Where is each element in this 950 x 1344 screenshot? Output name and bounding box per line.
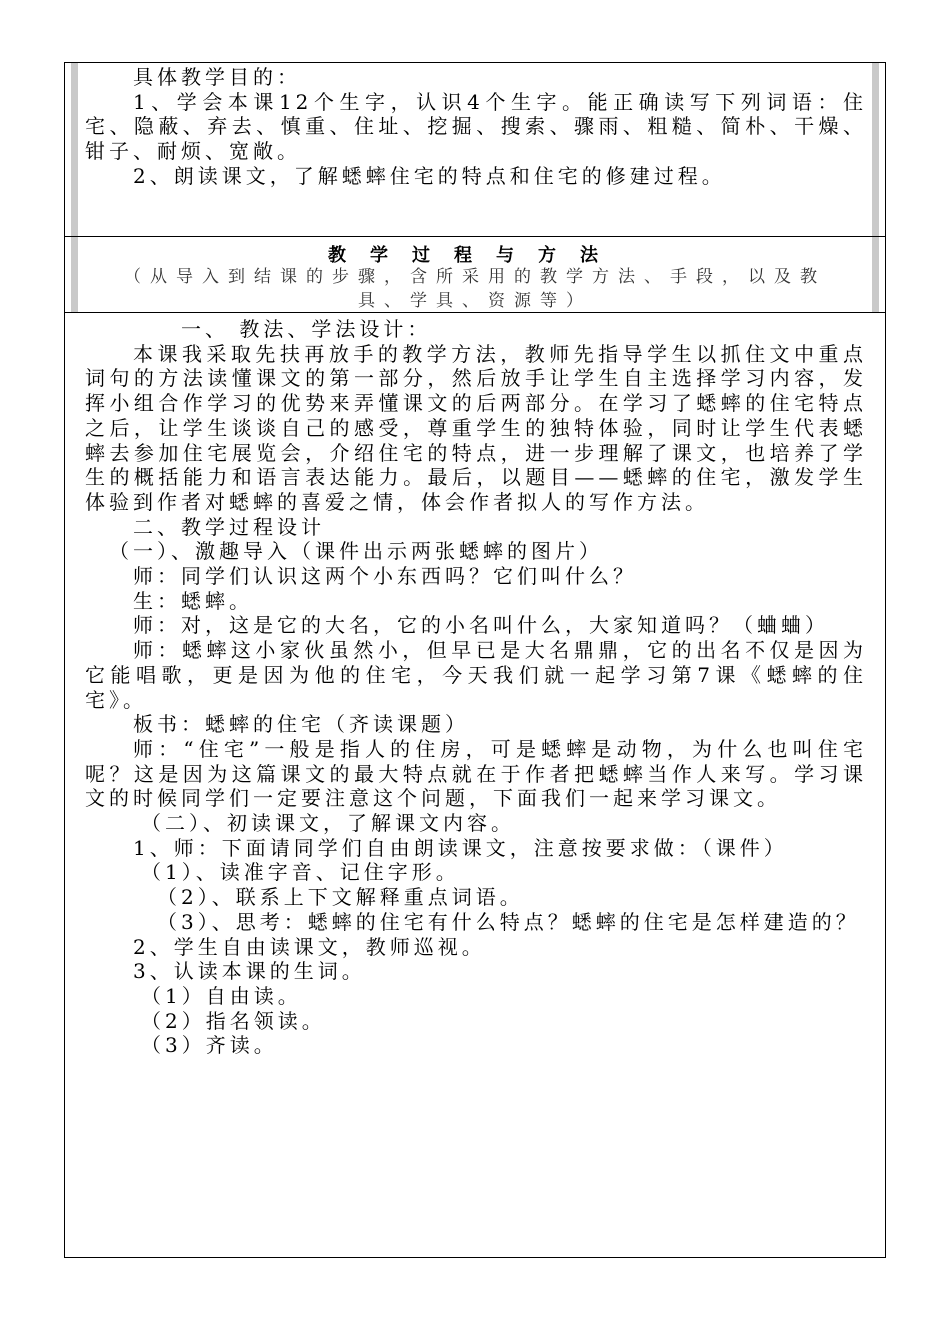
goals-heading: 具体教学目的： — [133, 65, 301, 89]
dialogue-teacher-3: 师：蟋蟀这小家伙虽然小，但早已是大名鼎鼎，它的出名不仅是因为它能唱歌，更是因为他的住宅，今天我们就一起学习第7课《蟋蟀的住宅》。 — [85, 638, 867, 712]
part2-title: （二）、初读课文，了解课文内容。 — [141, 811, 515, 836]
step-3c: （3）齐读。 — [141, 1033, 278, 1058]
step-3b: （2）指名领读。 — [141, 1008, 326, 1033]
step-1b: （2）、联系上下文解释重点词语。 — [157, 885, 524, 910]
goals-text — [85, 65, 867, 189]
cell-shading-left — [71, 63, 78, 236]
board-note: 板书：蟋蟀的住宅（齐读课题） — [133, 712, 469, 737]
step-2: 2、学生自由读课文，教师巡视。 — [133, 934, 486, 959]
step-1a: （1）、读准字音、记住字形。 — [141, 860, 460, 885]
step-3a: （1）自由读。 — [141, 983, 302, 1008]
goals-section — [65, 63, 885, 237]
dialogue-student-1: 生：蟋蟀。 — [133, 588, 253, 613]
step-3: 3、认读本课的生词。 — [133, 959, 366, 984]
section1-text: 本课我采取先扶再放手的教学方法，教师先指导学生以抓住文中重点词句的方法读懂课文的第一部分，然后放手让学生自主选择学习内容，发挥小组合作学习的优势来弄懂课文的后两部分。在学习了蟋蟀的住宅特点之后，让学生谈谈自己的感受，尊重学生的独特体验，同时让学生代表蟋蟀去参加住宅展览会，介绍住宅的特点，进一步理解了课文，也培养了学生的概括能力和语言表达能力。最后，以题目——蟋蟀的住宅，激发学生体验到作者对蟋蟀的喜爱之情，体会作者拟人的写作方法。 — [85, 341, 867, 514]
cell-shading-right — [872, 63, 879, 236]
dialogue-teacher-1: 师：同学们认识这两个小东西吗？它们叫什么？ — [133, 564, 637, 589]
step-1c: （3）、思考：蟋蟀的住宅有什么特点？蟋蟀的住宅是怎样建造的？ — [157, 909, 860, 934]
goal-item-1: 1、学会本课12个生字，认识4个生字。能正确读写下列词语：住宅、隐蔽、弃去、慎重、住址、挖掘、搜索、骤雨、粗糙、简朴、干燥、钳子、耐烦、宽敞。 — [85, 89, 867, 164]
process-body — [85, 317, 867, 1058]
step-1: 1、师：下面请同学们自由朗读课文，注意按要求做：（课件） — [133, 835, 788, 860]
lesson-plan-table — [64, 62, 886, 1258]
process-note: （从导入到结课的步骤，含所采用的教学方法、手段，以及教具、学具、资源等） — [124, 267, 826, 311]
section2-title: 二、教学过程设计 — [133, 514, 325, 539]
process-title: 教学过程与方法 — [328, 245, 622, 266]
dialogue-teacher-2: 师：对，这是它的大名，它的小名叫什么，大家知道吗？（蛐蛐） — [133, 613, 829, 638]
process-header-section — [65, 237, 885, 313]
dialogue-teacher-4: 师：“住宅”一般是指人的住房，可是蟋蟀是动物，为什么也叫住宅呢？这是因为这篇课文的最大特点就在于作者把蟋蟀当作人来写。学习课文的时候同学们一定要注意这个问题，下面我们一起来学习课文。 — [85, 736, 867, 811]
part1-title: （一）、激趣导入（课件出示两张蟋蟀的图片） — [109, 539, 603, 564]
goal-item-2: 2、朗读课文，了解蟋蟀住宅的特点和住宅的修建过程。 — [133, 163, 726, 188]
section1-title: 一、 教法、学法设计： — [181, 317, 432, 341]
